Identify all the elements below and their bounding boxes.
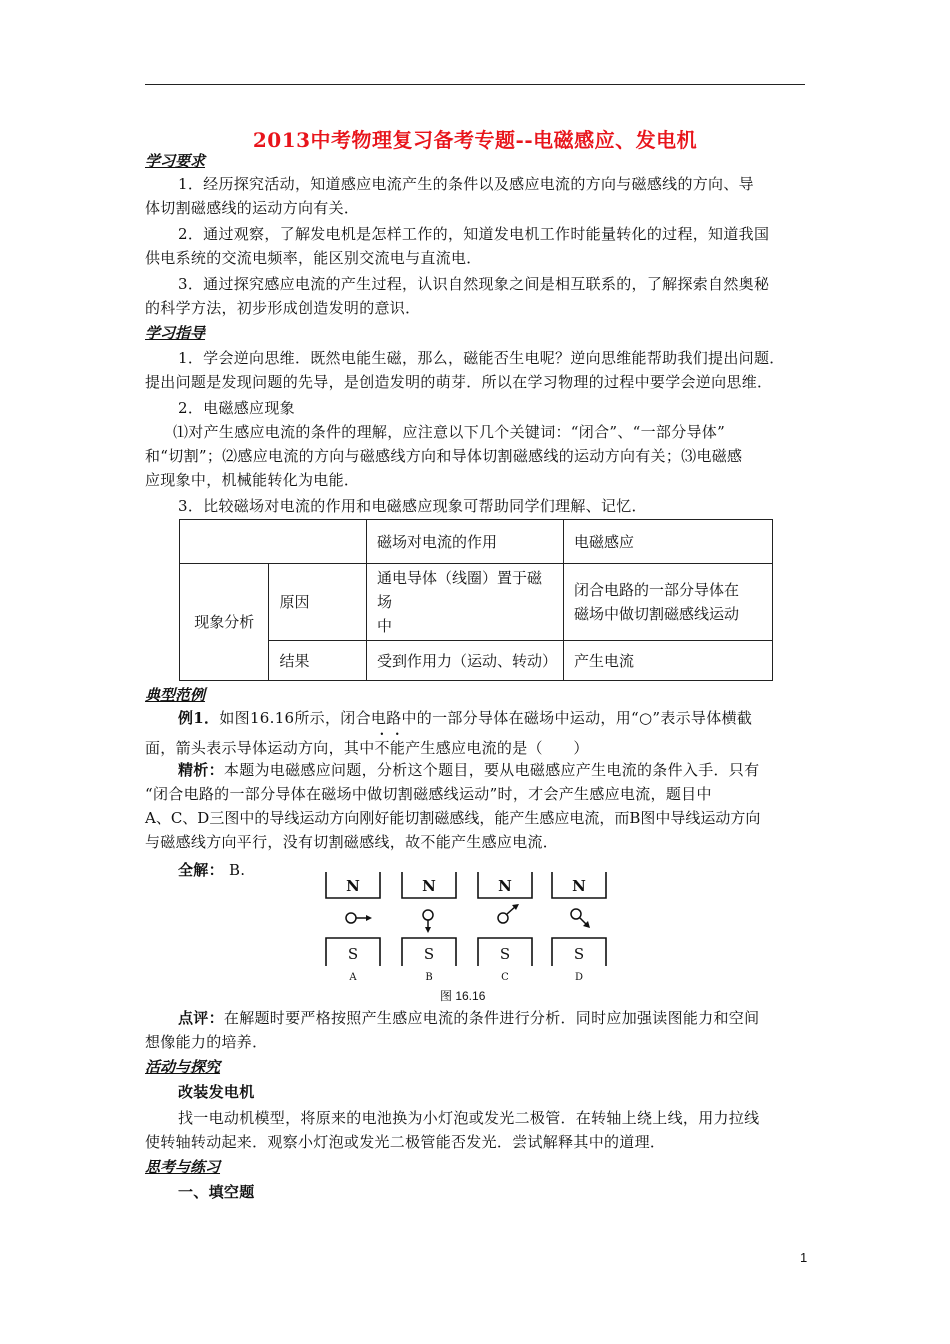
- guide-2a-line-2: 和“切割”；⑵感应电流的方向与磁感线方向和导体切割磁感线的运动方向有关；⑶电磁感: [145, 447, 743, 465]
- diagram-label-d: D: [574, 972, 584, 983]
- activity-line-1: 找一电动机模型，将原来的电池换为小灯泡或发光二极管．在转轴上绕上线，用力拉线: [178, 1109, 760, 1127]
- guide-2a-line-1: ⑴对产生感应电流的条件的理解，应注意以下几个关键词：“闭合”、“一部分导体”: [173, 423, 726, 441]
- example-question-line-2: [145, 730, 810, 760]
- example-question-part-a: 面，箭头表示导体运动方向，其中: [145, 739, 375, 757]
- activity-heading: 改装发电机: [178, 1083, 255, 1101]
- header-rule: [145, 84, 805, 85]
- table-cause-induction: [564, 564, 773, 641]
- analysis-text-1: 本题为电磁感应问题，分析这个题目，要从电磁感应产生电流的条件入手．只有: [223, 761, 760, 779]
- magnet-d-n-label: N: [572, 877, 586, 895]
- arrow-b-head: [425, 927, 431, 933]
- table-header-induction: 电磁感应: [564, 520, 773, 564]
- magnet-d-s-label: S: [573, 945, 585, 963]
- analysis-line-3: A、C、D三图中的导线运动方向刚好能切割磁感线，能产生感应电流，而B图中导线运动方向: [145, 809, 761, 827]
- section-examples: 典型范例: [145, 686, 206, 704]
- req-3-line-1: 3．通过探究感应电流的产生过程，认识自然现象之间是相互联系的，了解探索自然奥秘: [178, 275, 770, 293]
- comment-line-1: [145, 1006, 810, 1030]
- req-3-line-2: 的科学方法，初步形成创造发明的意识．: [145, 299, 421, 317]
- table-header-force: 磁场对电流的作用: [367, 520, 564, 564]
- req-1-line-2: 体切割磁感线的运动方向有关．: [145, 199, 360, 217]
- arrow-a-head: [366, 915, 372, 921]
- req-2-line-1: 2．通过观察，了解发电机是怎样工作的，知道发电机工作时能量转化的过程，知道我国: [178, 225, 770, 243]
- section-requirements: 学习要求: [145, 152, 206, 170]
- table-row-cause-label: 原因: [269, 564, 367, 641]
- req-1-line-1: 1．经历探究活动，知道感应电流产生的条件以及感应电流的方向与磁感线的方向、导: [178, 175, 754, 193]
- solution-label: 全解：: [178, 861, 224, 879]
- guide-2: 2．电磁感应现象: [178, 399, 295, 417]
- comment-line-2: 想像能力的培养．: [145, 1033, 268, 1051]
- req-2-line-2: 供电系统的交流电频率，能区别交流电与直流电．: [145, 249, 482, 267]
- table-row-group: 现象分析: [180, 564, 269, 681]
- table-cause-induction-line-1: 闭合电路的一部分导体在: [574, 581, 740, 599]
- analysis-line-2: “闭合电路的一部分导体在磁场中做切割磁感线运动”时，才会产生感应电流，题目中: [145, 785, 712, 803]
- guide-3: 3．比较磁场对电流的作用和电磁感应现象可帮助同学们理解、记忆．: [178, 497, 647, 515]
- magnet-b-n-label: N: [422, 877, 436, 895]
- conductor-b: [423, 910, 433, 920]
- example-question-line-1: [145, 706, 810, 730]
- diagram-label-b: B: [425, 972, 433, 983]
- table-result-force: 受到作用力（运动、转动）: [367, 641, 564, 681]
- analysis-line-4: 与磁感线方向平行，没有切割磁感线，故不能产生感应电流．: [145, 833, 559, 851]
- table-cause-force-line-2: 中: [377, 617, 393, 635]
- page-title: 2013中考物理复习备考专题--电磁感应、发电机: [252, 128, 698, 152]
- table-cause-induction-line-2: 磁场中做切割磁感线运动: [574, 605, 740, 623]
- emphasis-not: 不能: [374, 739, 406, 757]
- magnet-b-s-label: S: [423, 945, 435, 963]
- conductor-d: [571, 909, 581, 919]
- diagram-label-c: C: [501, 972, 509, 983]
- activity-line-2: 使转轴转动起来．观察小灯泡或发光二极管能否发光．尝试解释其中的道理．: [145, 1133, 666, 1151]
- magnet-a-n-label: N: [346, 877, 360, 895]
- example-question-text: 如图16.16所示，闭合电路中的一部分导体在磁场中运动，用“○”表示导体横截: [219, 709, 753, 727]
- table-row-result-label: 结果: [269, 641, 367, 681]
- page-number: 1: [800, 1250, 808, 1265]
- table-result-induction: 产生电流: [564, 641, 773, 681]
- analysis-label: 精析：: [178, 761, 224, 779]
- comment-text-1: 在解题时要严格按照产生感应电流的条件进行分析．同时应加强读图能力和空间: [223, 1009, 760, 1027]
- figure-caption: 图 16.16: [440, 989, 486, 1003]
- table-empty-corner: [180, 520, 367, 564]
- guide-1-line-1: 1．学会逆向思维．既然电能生磁，那么，磁能否生电呢？逆向思维能帮助我们提出问题．: [178, 349, 785, 367]
- section-activity: 活动与探究: [145, 1058, 221, 1076]
- guide-2a-line-3: 应现象中，机械能转化为电能．: [145, 471, 360, 489]
- diagram-label-a: A: [349, 972, 357, 983]
- table-cause-force-line-1: 通电导体（线圈）置于磁场: [377, 569, 543, 611]
- magnet-c-s-label: S: [499, 945, 511, 963]
- fill-blank-heading: 一、填空题: [178, 1183, 255, 1201]
- comparison-table: [179, 519, 773, 681]
- solution-answer: B.: [228, 861, 246, 879]
- comment-label: 点评：: [178, 1009, 224, 1027]
- magnet-c-n-label: N: [498, 877, 512, 895]
- magnet-a-s-label: S: [347, 945, 359, 963]
- guide-1-line-2: 提出问题是发现问题的先导，是创造发明的萌芽．所以在学习物理的过程中要学会逆向思维．: [145, 373, 773, 391]
- section-practice: 思考与练习: [145, 1158, 221, 1176]
- section-guidance: 学习指导: [145, 324, 206, 342]
- analysis-line-1: [145, 758, 810, 782]
- table-cause-force: [367, 564, 564, 641]
- conductor-c: [498, 913, 508, 923]
- example-label: 例1．: [178, 709, 220, 727]
- conductor-a: [346, 913, 356, 923]
- example-question-part-c: 产生感应电流的是（ ）: [405, 739, 589, 757]
